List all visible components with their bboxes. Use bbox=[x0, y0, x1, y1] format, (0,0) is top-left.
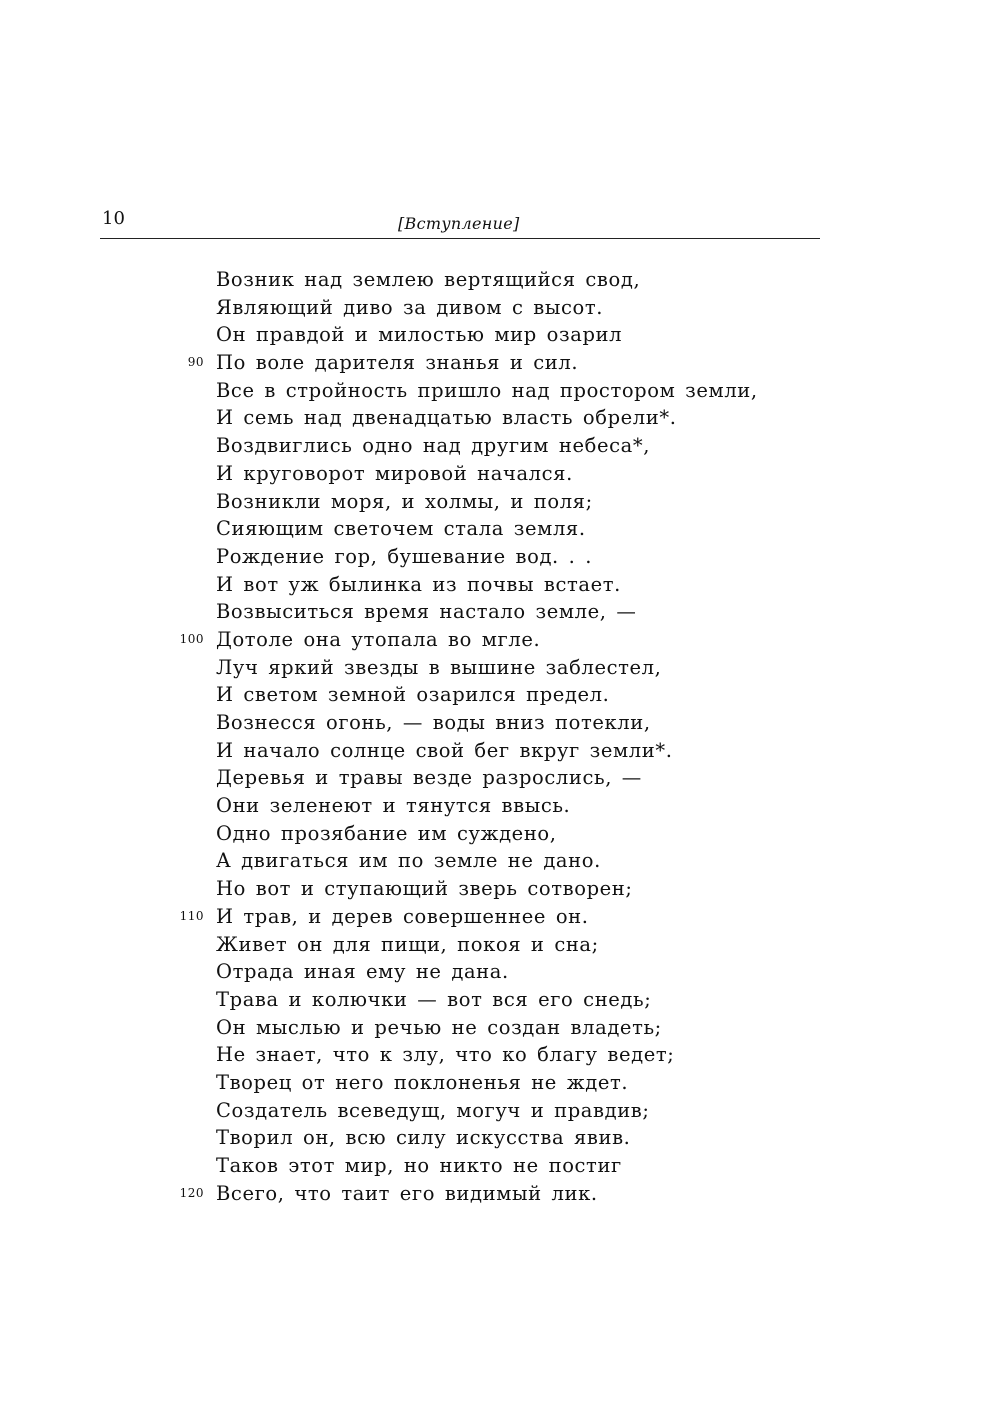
verse-text: Деревья и травы везде разрослись, — bbox=[216, 766, 642, 790]
verse-line bbox=[0, 875, 1000, 903]
verse-line bbox=[0, 847, 1000, 875]
verse-line bbox=[0, 377, 1000, 405]
running-title: [Вступление] bbox=[398, 214, 520, 233]
verse-line bbox=[0, 266, 1000, 294]
verse-line bbox=[0, 931, 1000, 959]
verse-text: Он мыслью и речью не создан владеть; bbox=[216, 1015, 662, 1039]
verse-line bbox=[0, 1097, 1000, 1125]
verse-text: Возвыситься время настало земле, — bbox=[216, 600, 637, 624]
header-rule bbox=[100, 238, 820, 239]
verse-text: Дотоле она утопала во мгле. bbox=[216, 627, 541, 651]
verse-line bbox=[0, 764, 1000, 792]
verse-line bbox=[0, 709, 1000, 737]
verse-text: Не знает, что к злу, что ко благу ведет; bbox=[216, 1043, 675, 1067]
verse-text: Они зеленеют и тянутся ввысь. bbox=[216, 794, 571, 818]
verse-text: Отрада иная ему не дана. bbox=[216, 960, 509, 984]
verse-line bbox=[0, 598, 1000, 626]
line-number: 110 bbox=[179, 908, 204, 923]
verse-text: Возникли моря, и холмы, и поля; bbox=[216, 489, 593, 513]
verse-text: Творец от него поклоненья не ждет. bbox=[216, 1070, 629, 1094]
verse-line bbox=[0, 737, 1000, 765]
verse-line bbox=[0, 404, 1000, 432]
verse-text: И начало солнце свой бег вкруг земли*. bbox=[216, 738, 673, 762]
verse-text: Всего, что таит его видимый лик. bbox=[216, 1181, 598, 1205]
line-number: 120 bbox=[179, 1185, 204, 1200]
verse-text: Рождение гор, бушевание вод. . . bbox=[216, 544, 593, 568]
verse-text: Но вот и ступающий зверь сотворен; bbox=[216, 877, 633, 901]
verse-line bbox=[0, 820, 1000, 848]
verse-text: А двигаться им по земле не дано. bbox=[216, 849, 601, 873]
line-number: 100 bbox=[179, 631, 204, 646]
verse-line bbox=[0, 543, 1000, 571]
verse-line bbox=[0, 1152, 1000, 1180]
verse-text: И круговорот мировой начался. bbox=[216, 461, 573, 485]
verse-text: И трав, и дерев совершеннее он. bbox=[216, 904, 589, 928]
verse-text: Воздвиглись одно над другим небеса*, bbox=[216, 434, 650, 458]
verse-line bbox=[0, 488, 1000, 516]
verse-text: Все в стройность пришло над простором земли, bbox=[216, 378, 758, 402]
verse-text: Возник над землею вертящийся свод, bbox=[216, 268, 641, 291]
verse-line bbox=[0, 986, 1000, 1014]
verse-text: Луч яркий звезды в вышине заблестел, bbox=[216, 655, 662, 679]
verse-line bbox=[0, 654, 1000, 682]
verse-line bbox=[0, 432, 1000, 460]
verse-line bbox=[0, 1014, 1000, 1042]
verse-text: Сияющим светочем стала земля. bbox=[216, 517, 586, 541]
verse-text: По воле дарителя знанья и сил. bbox=[216, 351, 579, 375]
verse-line bbox=[0, 626, 1000, 654]
verse-line bbox=[0, 903, 1000, 931]
verse-text: Трава и колючки — вот вся его снедь; bbox=[216, 987, 652, 1011]
verse-line bbox=[0, 958, 1000, 986]
verse-text: Живет он для пищи, покоя и сна; bbox=[216, 932, 599, 956]
poem-body bbox=[0, 266, 1000, 1207]
verse-line bbox=[0, 349, 1000, 377]
verse-text: И семь над двенадцатью власть обрели*. bbox=[216, 406, 677, 430]
verse-line bbox=[0, 1180, 1000, 1208]
line-number: 90 bbox=[187, 355, 204, 370]
verse-line bbox=[0, 1124, 1000, 1152]
verse-line bbox=[0, 460, 1000, 488]
verse-text: Творил он, всю силу искусства явив. bbox=[216, 1126, 631, 1150]
verse-line bbox=[0, 792, 1000, 820]
verse-text: Являющий диво за дивом с высот. bbox=[216, 295, 604, 319]
verse-text: Одно прозябание им суждено, bbox=[216, 821, 557, 845]
verse-line bbox=[0, 571, 1000, 599]
verse-text: Таков этот мир, но никто не постиг bbox=[216, 1154, 622, 1177]
verse-line bbox=[0, 321, 1000, 349]
verse-text: Он правдой и милостью мир озарил bbox=[216, 323, 623, 347]
verse-text: И вот уж былинка из почвы встает. bbox=[216, 572, 621, 596]
verse-line bbox=[0, 294, 1000, 322]
verse-text: И светом земной озарился предел. bbox=[216, 683, 610, 707]
verse-line bbox=[0, 681, 1000, 709]
verse-text: Создатель всеведущ, могуч и правдив; bbox=[216, 1098, 650, 1122]
page-number: 10 bbox=[102, 208, 125, 229]
verse-line bbox=[0, 515, 1000, 543]
verse-text: Вознесся огонь, — воды вниз потекли, bbox=[216, 711, 651, 734]
verse-line bbox=[0, 1041, 1000, 1069]
verse-line bbox=[0, 1069, 1000, 1097]
